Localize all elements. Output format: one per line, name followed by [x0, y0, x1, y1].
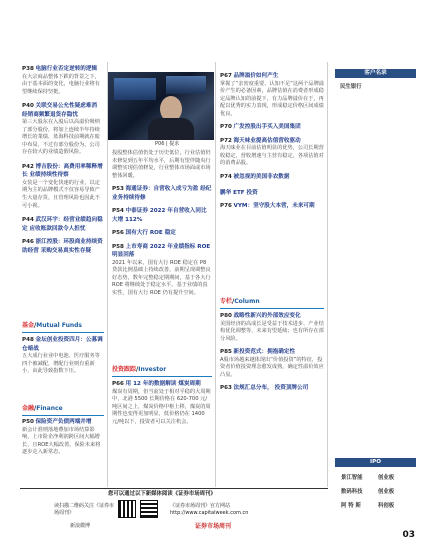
- left-column: [22, 65, 104, 255]
- section-label-investor: 投资跟踪/Investor: [112, 366, 212, 377]
- entry-title: 保险资产负债两端并增: [35, 419, 92, 425]
- page-ref: P42: [22, 163, 34, 170]
- entry-summary: 美国经济的高成长是受益于技术进步、产业结构优化调整等，未来有望延续；也有所存在部分风险。: [220, 320, 324, 342]
- entry-summary: 煤炭有周期，但当前处于相对平稳的大周期中，北港 5500 长期价格在 620-700 元/吨区间之上，煤炭价格中枢上移，煤炭的周期性也变得更加明显，低价格仍在 1400 元/吨以下，投资者可以关注机会。: [112, 388, 211, 425]
- page-ref: P72: [220, 137, 232, 144]
- entry-title: 被忽视的美国非农数据: [233, 173, 290, 180]
- entry-title: 海天味业提高估值营收驱动: [233, 137, 301, 144]
- entry-title: 广发控股出手买入美国集团: [233, 124, 301, 131]
- page-ref: P80: [220, 313, 232, 319]
- ipo-company[interactable]: 景江智能: [341, 475, 363, 481]
- entry-title: 中泰证券 2022 年自营收入同比大增 112%: [112, 208, 207, 223]
- article-photo[interactable]: [108, 72, 214, 140]
- entry-title: 用 12 年的数据解读 煤炭周期: [125, 381, 201, 387]
- ipo-board: 创业板: [378, 475, 395, 481]
- toc-entry[interactable]: [220, 123, 324, 132]
- monitor-screen: [114, 78, 156, 100]
- page-ref: P53: [112, 186, 124, 193]
- entry-summary: 掌握了“亲密度重要、认知不足”这两个品牌溢价产生的必备因素，品牌估值在消费者形成稳定品牌认知的前提下，有力品牌溢价在于，再配以优秀的实力表现，形成稳定价格区间成绩优良。: [220, 80, 324, 117]
- toc-entry[interactable]: [220, 384, 324, 393]
- ipo-board: 创业板: [378, 489, 395, 495]
- footer-website[interactable]: 《证券市场周刊》官方网站 http://www.capitalweek.com.cn: [170, 503, 249, 517]
- entry-summary: 新会计准则落地叠加市场结算影响，上市险企净利润跨区间大幅增长，且ROE大幅改善。保险未来将逐步走入新常态。: [22, 426, 101, 456]
- page-ref: P48: [22, 337, 34, 343]
- page-ref: P76: [220, 202, 232, 209]
- entry-title: 战略性新兴的外部效应变化: [233, 313, 301, 319]
- column-divider: [327, 62, 328, 487]
- section-en: Finance: [36, 405, 63, 412]
- section-label-mutual-funds: 基金/Mutual Funds: [22, 322, 104, 333]
- section-cn: 基金: [22, 322, 35, 329]
- entry-summary: 在大宗商品整体下跌的背景之下，由于基本面的变化，电脑行业将有望继续保持坚挺。: [22, 73, 100, 95]
- entry-title: 上市寿商 2022 年业绩指标 ROE 明显回落: [112, 243, 211, 259]
- section-cn: 金融: [22, 405, 35, 412]
- middle-column: [112, 150, 212, 298]
- page-number: 03: [402, 529, 415, 540]
- entry-title: 鹏华 ETF 投资: [220, 190, 258, 197]
- footer-weibo: 新浪微博: [70, 523, 91, 529]
- entry-summary: 投股整体估值仍处于历史低位，行业估值仍未修复到五年平均水平，后期有望伴随央行调整实现估值修复，行业整体市场面或市场整体回暖。: [112, 150, 211, 179]
- page-ref: P70: [220, 124, 232, 131]
- section-cn: 专栏: [220, 298, 233, 305]
- person-figure: [148, 118, 194, 140]
- ipo-header: IPO: [335, 458, 416, 467]
- toc-entry[interactable]: [22, 163, 104, 210]
- toc-entry[interactable]: [220, 173, 324, 182]
- ipo-company[interactable]: 数码科技: [341, 489, 363, 495]
- entry-summary: 五大成行业业中电池、医疗服务等四个被减配，增配行业则有重新小，由此导致指数下压。: [22, 353, 100, 375]
- right-column: [220, 72, 324, 210]
- page-ref: P40: [22, 103, 34, 110]
- toc-entry[interactable]: [22, 65, 104, 96]
- footer-rule: [20, 488, 328, 489]
- page-ref: P44: [22, 217, 34, 224]
- entry-title: 国有大行 ROE 稳定: [125, 230, 176, 237]
- toc-entry[interactable]: [112, 185, 212, 202]
- entry-summary: 海天味业在目前估值明显的优势，公司长期营收稳定，营收增速与主营有稳定，各项估值对的消费品股。: [220, 145, 324, 167]
- entry-title: 武汉环宇：经营业绩趋向稳定 应收账款回款令人担忧: [22, 217, 103, 232]
- section-en: Mutual Funds: [36, 322, 83, 329]
- page-ref: P74: [220, 173, 232, 180]
- entry-title: VYM：坚守股大本营，未来可期: [233, 202, 315, 209]
- photo-caption: P06 | 提求: [155, 141, 180, 147]
- page-ref: P85: [220, 349, 232, 356]
- page-ref: P50: [22, 419, 34, 425]
- ipo-company[interactable]: 阿 特 斯: [341, 503, 361, 509]
- entry-title: 博吉股份：高费用率稀释增长 业绩持续性待察: [22, 163, 103, 179]
- toc-entry[interactable]: [220, 72, 324, 118]
- section-en: Investor: [138, 366, 167, 373]
- qr-code-icon[interactable]: [118, 500, 136, 518]
- page-ref: P58: [112, 243, 124, 250]
- entry-title: 关联交易公允性疑虑难消 经销商频繁退货存隐忧: [22, 103, 98, 118]
- toc-entry[interactable]: [220, 312, 324, 343]
- toc-entry[interactable]: [22, 102, 104, 157]
- footer-wechat: 读扫描二维码关注《证券市场周刊》: [54, 503, 115, 517]
- entry-title: 新投资范式：拥抱确定性: [233, 349, 296, 356]
- toc-entry[interactable]: [112, 243, 212, 298]
- section-en: Column: [234, 298, 260, 305]
- toc-entry[interactable]: [220, 202, 324, 211]
- page-ref: P38: [22, 66, 34, 72]
- toc-entry[interactable]: [22, 418, 104, 457]
- section-label-column: 专栏/Column: [220, 298, 324, 309]
- entry-summary: 女装是一个变化快速的行业，以定期为主的品牌模式不仅容易导致产生大量存货，且管理风险也因此不可小视。: [22, 179, 100, 209]
- toc-entry[interactable]: [22, 336, 104, 376]
- toc-entry[interactable]: [220, 137, 324, 168]
- customer-list-header: 客户名录: [335, 69, 416, 78]
- page-ref: P56: [112, 230, 124, 237]
- page-ref: P54: [112, 208, 124, 215]
- column-divider: [215, 62, 216, 487]
- toc-entry[interactable]: [220, 348, 324, 379]
- page-ref: P67: [220, 73, 232, 79]
- entry-summary: 第三大股东在入股后以高溢价吸纳了部分股份，将加上连续半年持续增长的業绩，蓝海科技前期就在暗中布局，不过有部分股份为，公司存在较大的业绩造假风险。: [22, 119, 100, 156]
- footer-banner: 您可以通过以下新媒体阅读《证券市场周刊》: [108, 491, 216, 497]
- toc-entry[interactable]: [22, 238, 104, 255]
- toc-entry[interactable]: [112, 207, 212, 224]
- customer-item[interactable]: 民生银行: [340, 84, 362, 90]
- toc-entry[interactable]: [22, 216, 104, 233]
- toc-entry[interactable]: [220, 189, 324, 198]
- right-column-bottom: [220, 312, 324, 393]
- entry-title: 品牌溢价如何产生: [233, 73, 279, 79]
- toc-entry[interactable]: [112, 380, 212, 426]
- monitor-screen: [166, 76, 206, 94]
- section-cn: 投资跟踪: [112, 366, 137, 373]
- entry-title: 海通证券：自营收入成亏为盈 经纪业务持续待修: [112, 186, 212, 201]
- entry-title: 金坛创业投资四月：公募调仓暗战: [22, 337, 103, 352]
- ipo-board: 科创板: [378, 503, 395, 509]
- entry-summary: 2021 年以来，国有大行 ROE 稳定在 P8 贷款比例基础上持续改善，前期呈现调整良好态势，数年完整稳定期期间，基于各大行 ROE 将继续处于稳定水平。基于业绩的真实性，国有大行 ROE 仍有提升空间。: [112, 259, 211, 296]
- entry-title: 法规汇总分布， 投资顶牌公司: [233, 385, 309, 392]
- qr-code-icon[interactable]: [140, 500, 158, 518]
- toc-entry[interactable]: [112, 229, 212, 238]
- section-label-finance: 金融/Finance: [22, 405, 104, 416]
- magazine-logo: 证券市场周刊: [195, 523, 232, 530]
- page-ref: P66: [112, 381, 124, 387]
- page-ref: P46: [22, 239, 34, 246]
- entry-title: 电脑行业否定逆转的逻辑: [35, 66, 98, 72]
- entry-summary: A股市场越来越体现出“价值投资”的特征，投资者价值投资理念愈发成熟，确定性溢价效应凸显。: [220, 356, 324, 378]
- page-ref: P63: [220, 385, 232, 392]
- entry-title: 浙江控股：环股商业持续资助经营 采购交易真实性存疑: [22, 239, 103, 254]
